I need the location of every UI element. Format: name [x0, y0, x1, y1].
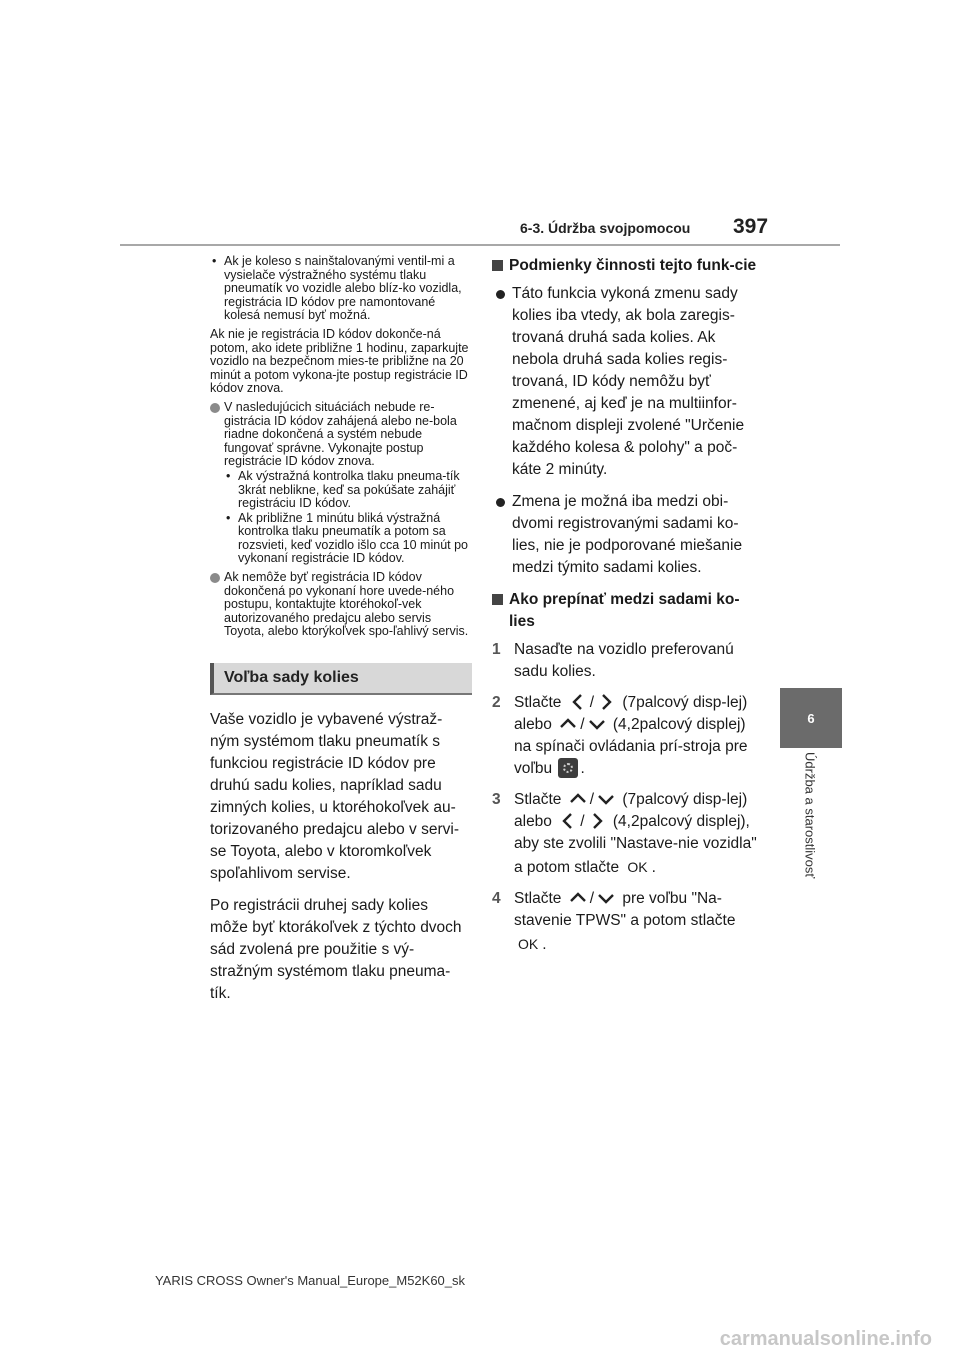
watermark: carmanualsonline.info	[719, 1328, 932, 1350]
info-item: V nasledujúcich situáciách nebude re-gistrácia ID kódov zahájená alebo ne-bola riadne dokončená a systém nebude fungovať správne. Vykonajte postup registrácie ID kódov znova.	[210, 401, 470, 469]
sub-bullet: • Ak približne 1 minútu bliká výstražná kontrolka tlaku pneumatík a potom sa rozsvieti, keď vozidlo išlo cca 10 minút po vykonaní registrácie ID kódov.	[226, 510, 469, 566]
note-bullet: • Ak je koleso s nainštalovanými ventil-mi a vysielače výstražného systému tlaku pneumatík vo vozidle alebo blíz-ko vozidla, registrácia ID kódov pre namontované kolesá nemusí byť možná.	[212, 254, 462, 323]
chevron-up-icon	[569, 790, 587, 808]
ok-button-icon: OK	[518, 936, 539, 952]
left-column	[210, 255, 470, 1015]
square-bullet-icon	[492, 260, 503, 271]
chevron-down-icon	[597, 889, 615, 907]
chevron-down-icon	[597, 790, 615, 808]
running-header: 6-3. Údržba svojpomocou	[520, 220, 691, 236]
settings-icon	[558, 758, 578, 778]
subheading: Ako prepínať medzi sadami ko-lies	[492, 589, 762, 633]
step-3: 3 Stlačte / (7palcový disp-lej) alebo / (4,2palcový displej), aby ste zvolili "Nastave-nie vozidla" a potom stlačte OK .	[492, 789, 762, 879]
circle-bullet-icon	[210, 403, 220, 413]
chevron-left-icon	[569, 693, 587, 711]
chapter-title: Údržba a starostlivosť	[802, 752, 818, 879]
list-item: Zmena je možná iba medzi obi-dvomi registrovanými sadami ko-lies, nie je podporované miešanie medzi týmito sadami kolies.	[492, 491, 762, 579]
subheading: Podmienky činnosti tejto funk-cie	[492, 255, 762, 277]
chevron-right-icon	[588, 812, 606, 830]
right-column	[492, 255, 762, 965]
header-rule	[120, 244, 840, 246]
note-paragraph: Ak nie je registrácia ID kódov dokonče-ná potom, ako idete približne 1 hodinu, zaparkujte vozidlo na bezpečnom mies-te približne na 20 minút a potom vykona-jte postup registrácie ID kódov znova.	[210, 326, 469, 396]
body-paragraph: Vaše vozidlo je vybavené výstraž-ným systémom tlaku pneumatík s funkciou registrácie ID kódov pre druhú sadu kolies, napríklad sadu zimných kolies, u ktoréhokoľvek au-torizovaného predajcu alebo v servi-se Toyota, alebo v ktoromkoľvek spoľahlivom servise.	[210, 711, 459, 883]
list-item: Táto funkcia vykoná zmenu sady kolies iba vtedy, ak bola zaregis-trovaná druhá sada kolies. Ak nebola druhá sada kolies regis-trovaná, ID kódy nemôžu byť zmenené, aj keď je na multiinfor-mačnom displeji zvolené "Určenie každého kolesa & polohy" a poč-káte 2 minúty.	[492, 283, 762, 481]
step-1: 1 Nasaďte na vozidlo preferovanú sadu kolies.	[492, 641, 734, 680]
ok-button-icon: OK	[627, 859, 648, 875]
chapter-side-label	[775, 752, 845, 912]
dot-bullet-icon	[496, 498, 505, 507]
chevron-up-icon	[569, 889, 587, 907]
circle-bullet-icon	[210, 573, 220, 583]
square-bullet-icon	[492, 594, 503, 605]
chevron-left-icon	[559, 812, 577, 830]
chevron-up-icon	[559, 715, 577, 733]
chevron-down-icon	[588, 715, 606, 733]
step-2: 2 Stlačte / (7palcový disp-lej) alebo / (4,2palcový displej) na spínači ovládania prí-stroja pre voľbu .	[492, 694, 748, 777]
step-4: 4 Stlačte / pre voľbu "Na-stavenie TPWS" a potom stlačte OK .	[492, 888, 762, 956]
section-heading: Voľba sady kolies	[210, 663, 472, 695]
page-number: 397	[733, 215, 769, 238]
body-paragraph: Po registrácii druhej sady kolies môže byť ktorákoľvek z týchto dvoch sád zvolená pre použitie s vý-stražným systémom tlaku pneuma-tík.	[210, 897, 462, 1003]
dot-bullet-icon	[496, 290, 505, 299]
chapter-tab: 6	[780, 688, 842, 748]
sub-bullet: • Ak výstražná kontrolka tlaku pneuma-tík 3krát neblikne, keď sa pokúšate zahájiť registráciu ID kódov.	[226, 468, 460, 511]
page-footer: YARIS CROSS Owner's Manual_Europe_M52K60_sk	[154, 1273, 466, 1288]
chevron-right-icon	[597, 693, 615, 711]
info-item: Ak nemôže byť registrácia ID kódov dokončená po vykonaní hore uvede-ného postupu, kontaktujte ktoréhokoľ-vek autorizovaného predajcu alebo servis Toyota, alebo ktorýkoľvek spo-ľahlivý servis.	[210, 571, 470, 639]
